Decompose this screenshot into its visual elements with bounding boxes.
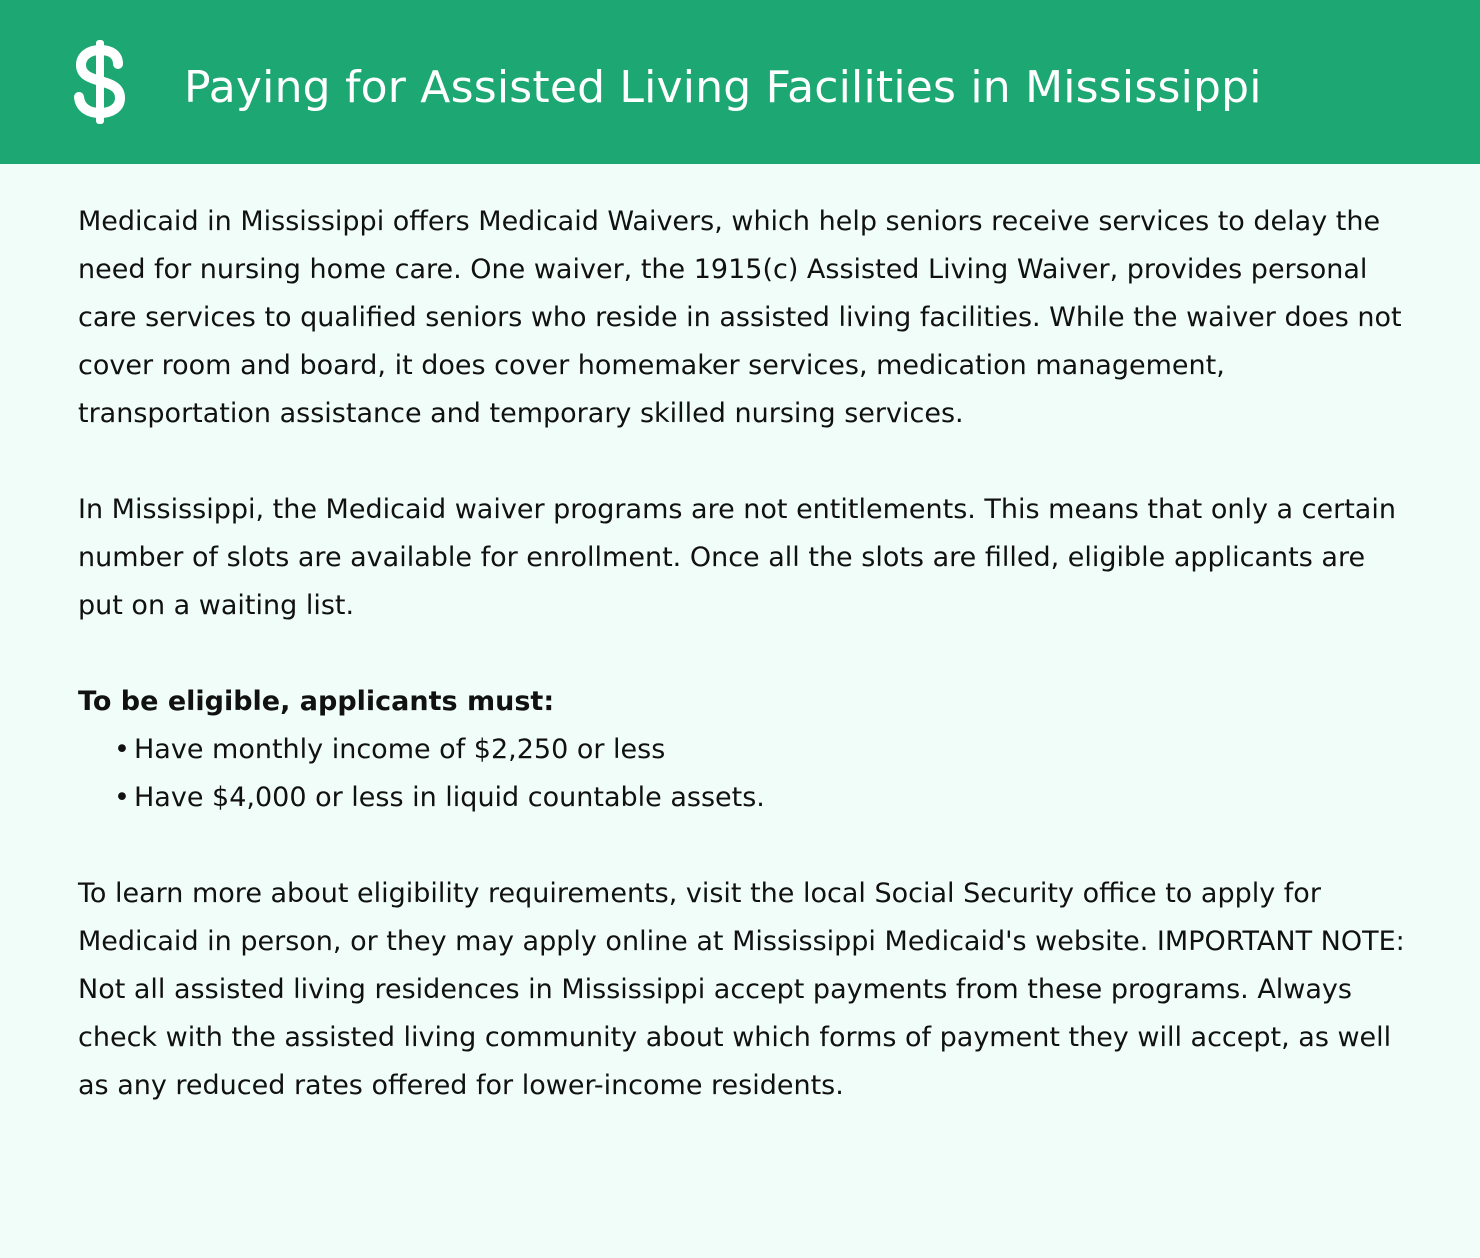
more-info-paragraph: To learn more about eligibility requirements, visit the local Social Security office to apply for Medicaid in person, or they may apply online at Mississippi Medicaid's website. IMPORTANT NOTE: Not all assisted living residences in Mississippi accept payments from these programs. Always check with the assisted living community about which forms of payment they will accept, as well as any reduced rates offered for lower-income residents. [78,878,1405,1101]
eligibility-list [78,726,1418,822]
article-body [78,198,1418,1110]
page-title: Paying for Assisted Living Facilities in Mississippi [184,62,1262,113]
list-item: • Have monthly income of $2,250 or less [114,726,1418,774]
list-item: • Have $4,000 or less in liquid countable assets. [114,774,1418,822]
eligibility-heading: To be eligible, applicants must: [78,686,555,717]
dollar-icon [72,30,128,130]
intro-paragraph: Medicaid in Mississippi offers Medicaid Waivers, which help seniors receive services to delay the need for nursing home care. One waiver, the 1915(c) Assisted Living Waiver, provides personal care services to qualified seniors who reside in assisted living facilities. While the waiver does not cover room and board, it does cover homemaker services, medication management, transportation assistance and temporary skilled nursing services. [78,206,1402,429]
header-banner [0,0,1480,164]
waiver-slots-paragraph: In Mississippi, the Medicaid waiver programs are not entitlements. This means that only a certain number of slots are available for enrollment. Once all the slots are filled, eligible applicants are put on a waiting list. [78,494,1396,621]
